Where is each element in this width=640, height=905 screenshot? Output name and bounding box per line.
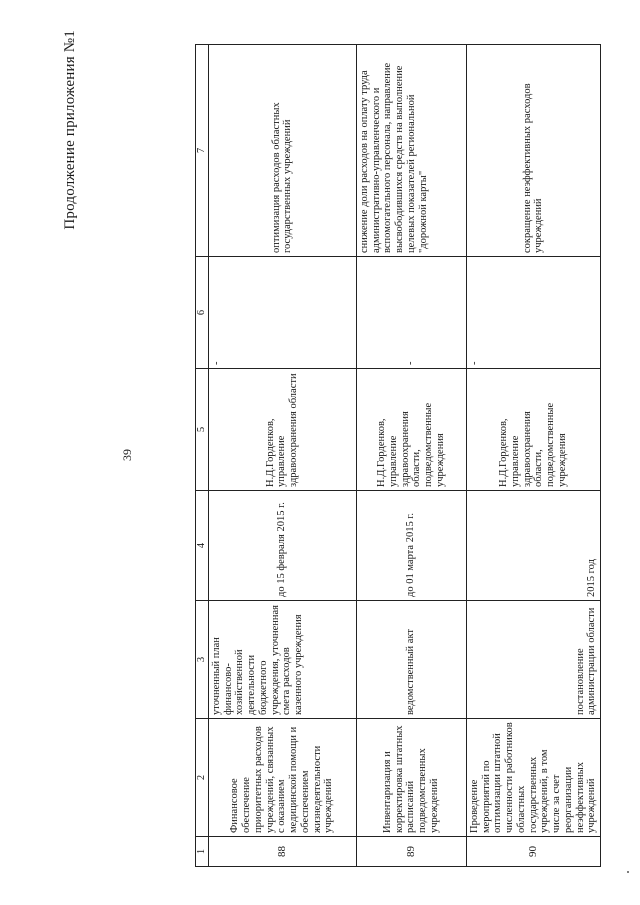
col6-cell: -: [356, 257, 466, 369]
result-cell: снижение доли расходов на оплату труда административно-управленческого и вспомогательного персонала, направление высвободившихся средств на выполнение целевых показателей региональной "дорожной карты": [356, 45, 466, 257]
deadline-cell: до 15 февраля 2015 г.: [208, 491, 356, 601]
page-title: Продолжение приложения №1: [62, 30, 78, 230]
responsible-cell: Н.Д.Горденков, управление здравоохранения области: [208, 369, 356, 491]
deadline-cell: 2015 год: [466, 491, 600, 601]
column-header: 7: [196, 45, 209, 257]
document-cell: уточненный план финансово-хозяйственной деятельности бюджетного учреждения, уточненная смета расходов казенного учреждения: [208, 601, 356, 719]
column-header: 4: [196, 491, 209, 601]
table-row: [356, 45, 466, 867]
rotated-document-page: [50, 25, 598, 885]
result-cell: сокращение неэффективных расходов учреждений: [466, 45, 600, 257]
measure-cell: Проведение мероприятий по оптимизации штатной численности работников областных государственных учреждений, в том числе за счет реорганизации неэффективных учреждений: [466, 719, 600, 837]
column-header: 5: [196, 369, 209, 491]
measures-table: [195, 44, 601, 867]
deadline-cell: до 01 марта 2015 г.: [356, 491, 466, 601]
row-number: 90: [466, 837, 600, 867]
row-number: 88: [208, 837, 356, 867]
col6-cell: -: [208, 257, 356, 369]
column-header: 1: [196, 837, 209, 867]
column-header: 6: [196, 257, 209, 369]
row-number: 89: [356, 837, 466, 867]
column-header: 3: [196, 601, 209, 719]
table-header-row: [196, 45, 209, 867]
col6-cell: -: [466, 257, 600, 369]
responsible-cell: Н.Д.Горденков, управление здравоохранения области, подведомственные учреждения: [466, 369, 600, 491]
document-cell: постановление администрации области: [466, 601, 600, 719]
result-cell: оптимизация расходов областных государственных учреждений: [208, 45, 356, 257]
measure-cell: Финансовое обеспечение приоритетных расходов учреждений, связанных с оказанием медицинской помощи и обеспечением жизнедеятельности учреждений: [208, 719, 356, 837]
page-number: 39: [120, 449, 134, 461]
document-cell: ведомственный акт: [356, 601, 466, 719]
responsible-cell: Н.Д.Горденков, управление здравоохранения области, подведомственные учреждения: [356, 369, 466, 491]
column-header: 2: [196, 719, 209, 837]
scan-speck: [627, 871, 629, 873]
measure-cell: Инвентаризация и корректировка штатных расписаний подведомственных учреждений: [356, 719, 466, 837]
table-row: [208, 45, 356, 867]
table-row: [466, 45, 600, 867]
